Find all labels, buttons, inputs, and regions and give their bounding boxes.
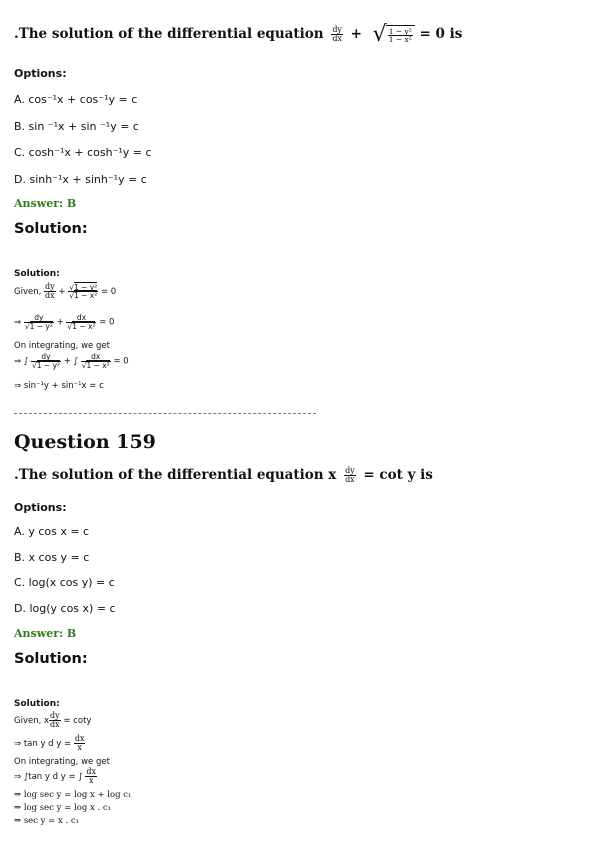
q2-given-dx: dx: [50, 720, 60, 729]
q1-given-dydx: [44, 283, 56, 300]
q1-title-dx: dx: [332, 34, 342, 43]
q1-option-b[interactable]: B. sin ⁻¹x + sin ⁻¹y = c: [14, 120, 139, 133]
q1-step1-den: 1 − x²: [72, 321, 96, 331]
q2-heading: Question 159: [14, 431, 156, 453]
q2-step2-dx: dx: [86, 767, 97, 776]
q1-step2-dx: dx: [81, 353, 111, 362]
q2-title-dydx: [344, 467, 356, 484]
q1-given-den: 1 − x²: [73, 291, 98, 300]
q1-sqrt-num: 1 − y²: [388, 26, 412, 36]
q2-title-suffix: = cot y is: [363, 467, 433, 483]
q1-title: [14, 22, 462, 47]
q2-solution-small-heading: Solution:: [14, 699, 60, 709]
q2-solution-heading: Solution:: [14, 651, 88, 667]
q1-step2-arrow: ⇒: [14, 356, 22, 367]
q1-answer: Answer: B: [14, 197, 77, 210]
q1-step1-frac-a: $\frac{dy}{\text{√1 − y²}}$: [24, 313, 53, 331]
q1-step2-plus: +: [63, 356, 71, 367]
q2-option-a[interactable]: A. y cos x = c: [14, 525, 90, 538]
q1-sqrt-body: [386, 25, 415, 44]
q1-given-frac: $\frac{\text{√1 − y²}}{\text{√1 − x²}}$: [69, 282, 98, 300]
q1-step2-integral-a: ∫: [23, 356, 29, 367]
q1-step1-frac-b: $\frac{dx}{\text{√1 − x²}}$: [67, 313, 96, 331]
q1-option-a[interactable]: A. cos⁻¹x + cos⁻¹y = c: [14, 93, 138, 106]
q1-sqrt-frac: [388, 28, 413, 44]
q2-options-label: Options:: [14, 501, 67, 514]
q1-option-c[interactable]: C. cosh⁻¹x + cosh⁻¹y = c: [14, 146, 152, 159]
q1-step2-integral-b: ∫: [73, 356, 78, 367]
q1-on-integrating: On integrating, we get: [14, 341, 110, 351]
q2-step3: ⇒ log sec y = log x + log c₁: [14, 790, 132, 800]
q2-answer: Answer: B: [14, 627, 77, 640]
q1-step2-eq: = 0: [113, 356, 129, 367]
q1-step1-dx: dx: [66, 314, 96, 323]
q2-title: [14, 467, 433, 484]
q1-step2-den: 1 − x²: [86, 360, 110, 370]
q1-options-label: Options:: [14, 67, 67, 80]
q1-given-eq: = 0: [100, 287, 117, 297]
q2-step1-dx: dx: [74, 734, 85, 743]
q2-given-dydx: [49, 712, 61, 729]
q2-title-prefix: .The solution of the differential equation x: [14, 467, 337, 483]
q2-step5: ⇒ sec y = x . c₁: [14, 816, 80, 826]
q2-title-dy: dy: [345, 466, 355, 475]
q1-given-line: [14, 283, 116, 300]
q2-option-d[interactable]: D. log(y cos x) = c: [14, 602, 116, 615]
divider: [14, 413, 316, 414]
q1-title-prefix: .The solution of the differential equation: [14, 26, 324, 42]
q2-step1-frac: [74, 735, 86, 752]
q2-step2-frac: [85, 768, 97, 785]
q2-step2-text: ⇒ ∫tan y d y = ∫: [14, 772, 83, 782]
q1-step2: [14, 353, 129, 369]
q1-sqrt-den: 1 − x²: [388, 35, 412, 45]
q2-given-rhs: = coty: [63, 716, 92, 726]
q2-step2-x: x: [88, 776, 94, 785]
q1-title-dy: dy: [332, 25, 342, 34]
q1-given-label: Given,: [14, 287, 42, 297]
q1-step1-arrow: ⇒: [14, 317, 22, 328]
q2-given-dy: dy: [50, 711, 60, 720]
q2-on-integrating: On integrating, we get: [14, 757, 110, 767]
q1-step1-plus: +: [56, 317, 64, 328]
q2-step1-text: ⇒ tan y d y =: [14, 739, 72, 749]
q2-step4: ⇒ log sec y = log x . c₁: [14, 803, 112, 813]
q1-title-plus: +: [350, 26, 362, 42]
q2-given-label: Given, x: [14, 716, 50, 726]
q1-step2-frac-a: $\frac{dy}{\text{√1 − y²}}$: [31, 352, 61, 370]
q1-final: ⇒ sin⁻¹y + sin⁻¹x = c: [14, 381, 104, 391]
q2-option-c[interactable]: C. log(x cos y) = c: [14, 576, 115, 589]
q1-step1: [14, 314, 114, 330]
q1-solution-small-heading: Solution:: [14, 269, 60, 279]
q2-given-line: [14, 712, 91, 729]
q2-title-dx: dx: [345, 475, 355, 484]
q1-given-dy: dy: [45, 282, 55, 291]
q1-title-suffix: = 0 is: [419, 26, 463, 42]
q1-step2-num: 1 − y²: [36, 360, 61, 370]
q1-given-num: 1 − y²: [73, 282, 98, 292]
q2-step2: [14, 768, 97, 785]
q1-step2-frac-b: $\frac{dx}{\text{√1 − x²}}$: [81, 352, 110, 370]
q1-sqrt-icon: √: [372, 22, 387, 47]
q1-solution-heading: Solution:: [14, 221, 88, 237]
q1-step2-dy: dy: [31, 353, 61, 362]
q1-option-d[interactable]: D. sinh⁻¹x + sinh⁻¹y = c: [14, 173, 147, 186]
q1-step1-eq: = 0: [99, 317, 115, 328]
q2-step1: [14, 735, 85, 752]
q2-option-b[interactable]: B. x cos y = c: [14, 551, 90, 564]
q1-step1-dy: dy: [24, 314, 54, 323]
q1-given-dx: dx: [45, 291, 55, 300]
q1-given-plus: +: [58, 287, 66, 297]
q2-step1-x: x: [77, 743, 82, 752]
q1-step1-num: 1 − y²: [29, 321, 53, 331]
q1-title-dydx: [331, 26, 343, 43]
